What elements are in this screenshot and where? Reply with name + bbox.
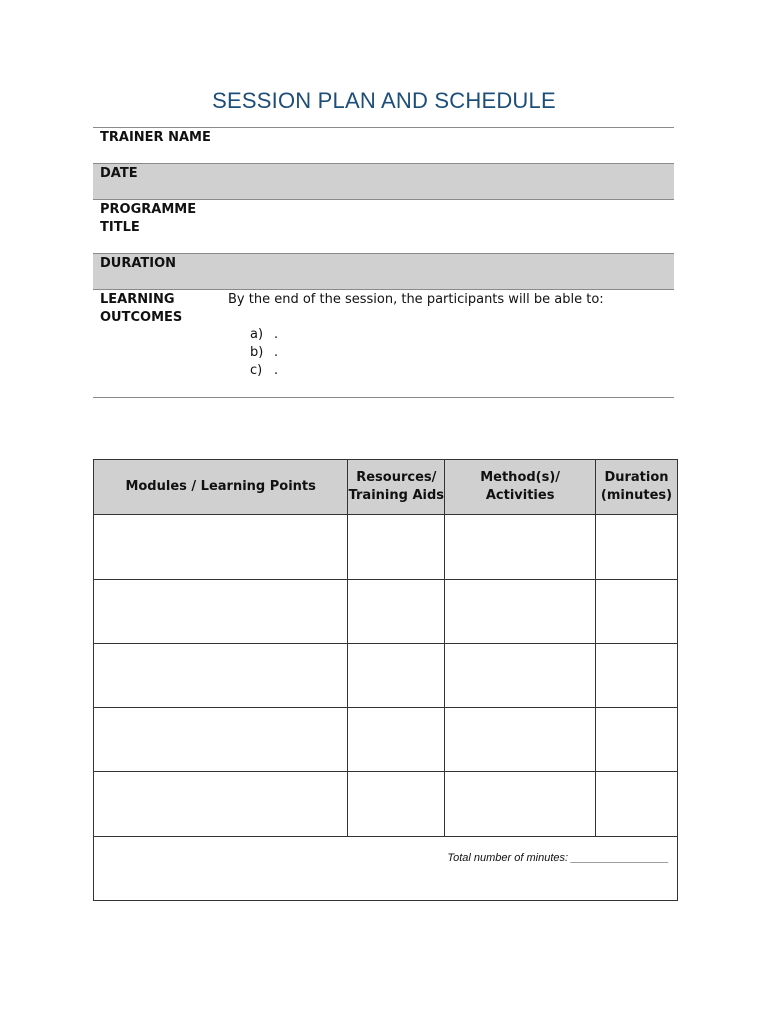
total-row <box>94 836 678 900</box>
list-item-text: . <box>274 327 279 342</box>
duration-label: DURATION <box>100 256 177 271</box>
learning-outcomes-intro: By the end of the session, the participants will be able to: <box>228 292 604 307</box>
duration-cell[interactable] <box>596 579 678 643</box>
list-item-text: . <box>274 345 279 360</box>
info-table-bottom-rule <box>93 397 674 398</box>
trainer-name-row <box>93 127 674 163</box>
session-info-table <box>93 127 674 398</box>
methods-cell[interactable] <box>445 643 596 707</box>
resources-cell[interactable] <box>348 643 445 707</box>
methods-cell[interactable] <box>445 772 596 836</box>
duration-header: Duration (minutes) <box>596 460 678 515</box>
modules-cell[interactable] <box>94 579 348 643</box>
resources-cell[interactable] <box>348 708 445 772</box>
list-item <box>250 362 278 380</box>
list-item <box>250 326 278 344</box>
programme-title-label: PROGRAMME TITLE <box>100 202 197 235</box>
table-row <box>94 772 678 836</box>
table-row <box>94 643 678 707</box>
resources-cell[interactable] <box>348 579 445 643</box>
resources-cell[interactable] <box>348 515 445 579</box>
learning-outcomes-list <box>250 326 278 380</box>
date-label: DATE <box>100 166 138 181</box>
table-row <box>94 515 678 579</box>
trainer-name-label: TRAINER NAME <box>100 130 211 145</box>
duration-cell[interactable] <box>596 643 678 707</box>
modules-cell[interactable] <box>94 708 348 772</box>
modules-cell[interactable] <box>94 643 348 707</box>
duration-cell[interactable] <box>596 515 678 579</box>
date-row <box>93 163 674 199</box>
programme-title-row <box>93 199 674 253</box>
learning-outcomes-row <box>93 289 674 397</box>
modules-header: Modules / Learning Points <box>94 460 348 515</box>
duration-cell[interactable] <box>596 772 678 836</box>
list-marker: a) <box>250 327 264 342</box>
resources-header: Resources/ Training Aids <box>348 460 445 515</box>
list-marker: c) <box>250 363 263 378</box>
list-item <box>250 344 278 362</box>
resources-cell[interactable] <box>348 772 445 836</box>
modules-cell[interactable] <box>94 515 348 579</box>
page-title: SESSION PLAN AND SCHEDULE <box>212 88 556 113</box>
learning-outcomes-label: LEARNING OUTCOMES <box>100 292 183 325</box>
table-row <box>94 579 678 643</box>
schedule-table <box>93 459 678 901</box>
methods-cell[interactable] <box>445 579 596 643</box>
modules-cell[interactable] <box>94 772 348 836</box>
list-item-text: . <box>274 363 279 378</box>
methods-header: Method(s)/ Activities <box>445 460 596 515</box>
table-row <box>94 708 678 772</box>
duration-cell[interactable] <box>596 708 678 772</box>
methods-cell[interactable] <box>445 515 596 579</box>
schedule-header-row <box>94 460 678 515</box>
total-minutes-field[interactable]: Total number of minutes: ________________ <box>94 836 678 900</box>
methods-cell[interactable] <box>445 708 596 772</box>
list-marker: b) <box>250 345 264 360</box>
duration-row <box>93 253 674 289</box>
